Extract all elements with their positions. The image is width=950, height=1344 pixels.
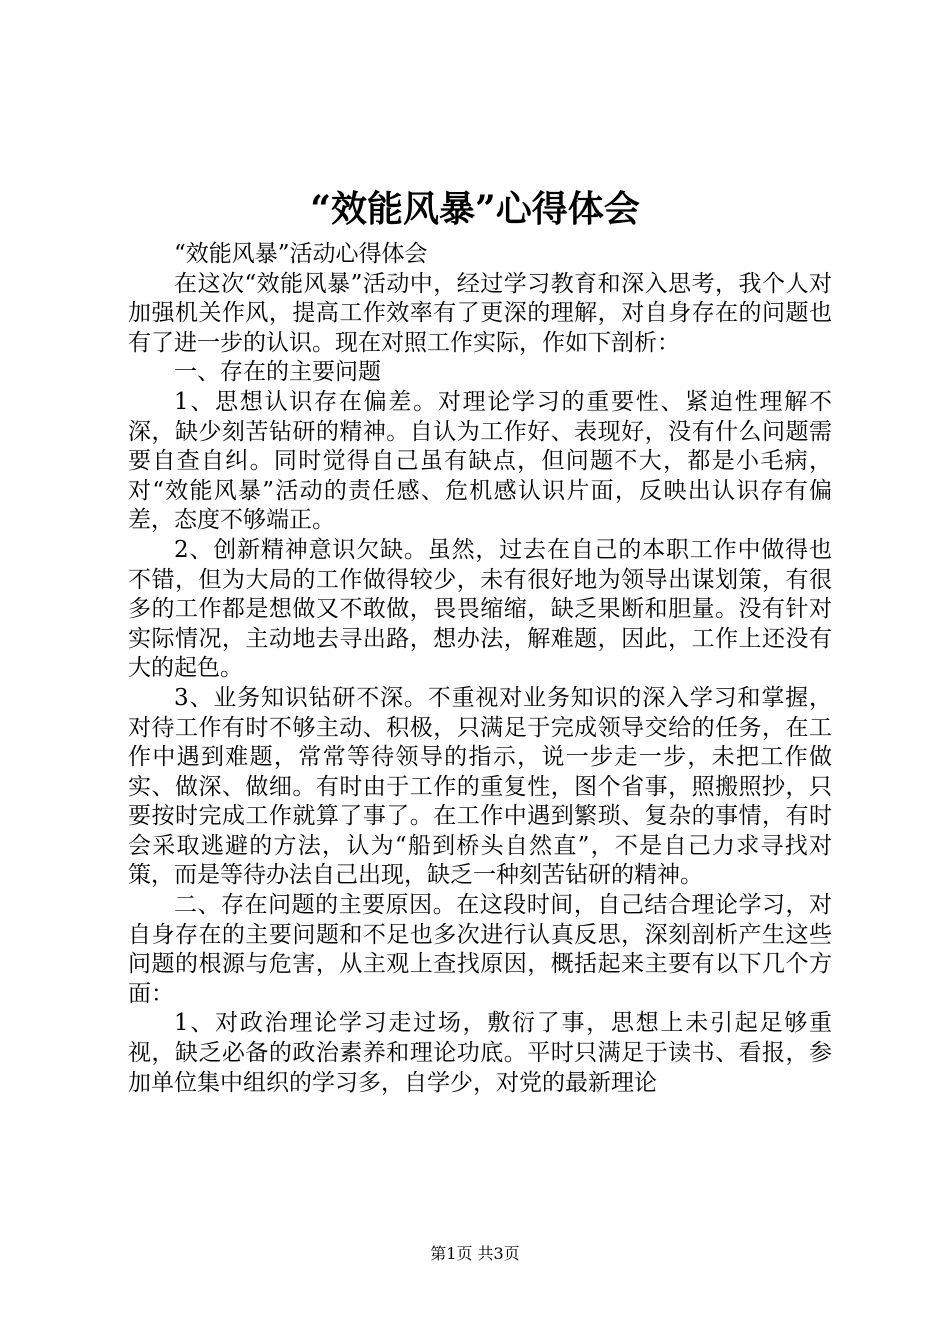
document-title: “效能风暴”心得体会 bbox=[310, 188, 640, 230]
body-paragraph: “效能风暴”活动心得体会 bbox=[174, 241, 428, 267]
body-paragraph: 2、创新精神意识欠缺。虽然，过去在自己的本职工作中做得也不错，但为大局的工作做得较少，未有很好地为领导出谋划策，有很多的工作都是想做又不敢做，畏畏缩缩，缺乏果断和胆量。没有针对实际情况，主动地去寻出路，想办法，解难题，因此，工作上还没有大的起色。 bbox=[128, 536, 832, 682]
body-paragraph: 1、思想认识存在偏差。对理论学习的重要性、紧迫性理解不深，缺少刻苦钻研的精神。自认为工作好、表现好，没有什么问题需要自查自纠。同时觉得自己虽有缺点，但问题不大，都是小毛病，对“效能风暴”活动的责任感、危机感认识片面，反映出认识存有偏差，态度不够端正。 bbox=[128, 388, 832, 534]
body-paragraph: 二、存在问题的主要原因。在这段时间，自己结合理论学习，对自身存在的主要问题和不足也多次进行认真反思，深刻剖析产生这些问题的根源与危害，从主观上查找原因，概括起来主要有以下几个方面： bbox=[128, 892, 832, 1007]
body-paragraph: 1、对政治理论学习走过场，敷衍了事，思想上未引起足够重视，缺乏必备的政治素养和理论功底。平时只满足于读书、看报，参加单位集中组织的学习多，自学少，对党的最新理论 bbox=[128, 1010, 832, 1096]
section-heading: 一、存在的主要问题 bbox=[174, 359, 381, 386]
body-paragraph: 3、业务知识钻研不深。不重视对业务知识的深入学习和掌握，对待工作有时不够主动、积极，只满足于完成领导交给的任务，在工作中遇到难题，常常等待领导的指示，说一步走一步，未把工作做实、做深、做细。有时由于工作的重复性，图个省事，照搬照抄，只要按时完成工作就算了事了。在工作中遇到繁琐、复杂的事情，有时会采取逃避的方法，认为“船到桥头自然直”，不是自己力求寻找对策，而是等待办法自己出现，缺乏一种刻苦钻研的精神。 bbox=[128, 684, 832, 889]
page-number-footer: 第1页 共3页 bbox=[430, 1244, 520, 1263]
body-paragraph: 在这次“效能风暴”活动中，经过学习教育和深入思考，我个人对加强机关作风，提高工作效率有了更深的理解，对自身存在的问题也有了进一步的认识。现在对照工作实际，作如下剖析： bbox=[128, 270, 832, 356]
document-body bbox=[128, 240, 832, 1098]
